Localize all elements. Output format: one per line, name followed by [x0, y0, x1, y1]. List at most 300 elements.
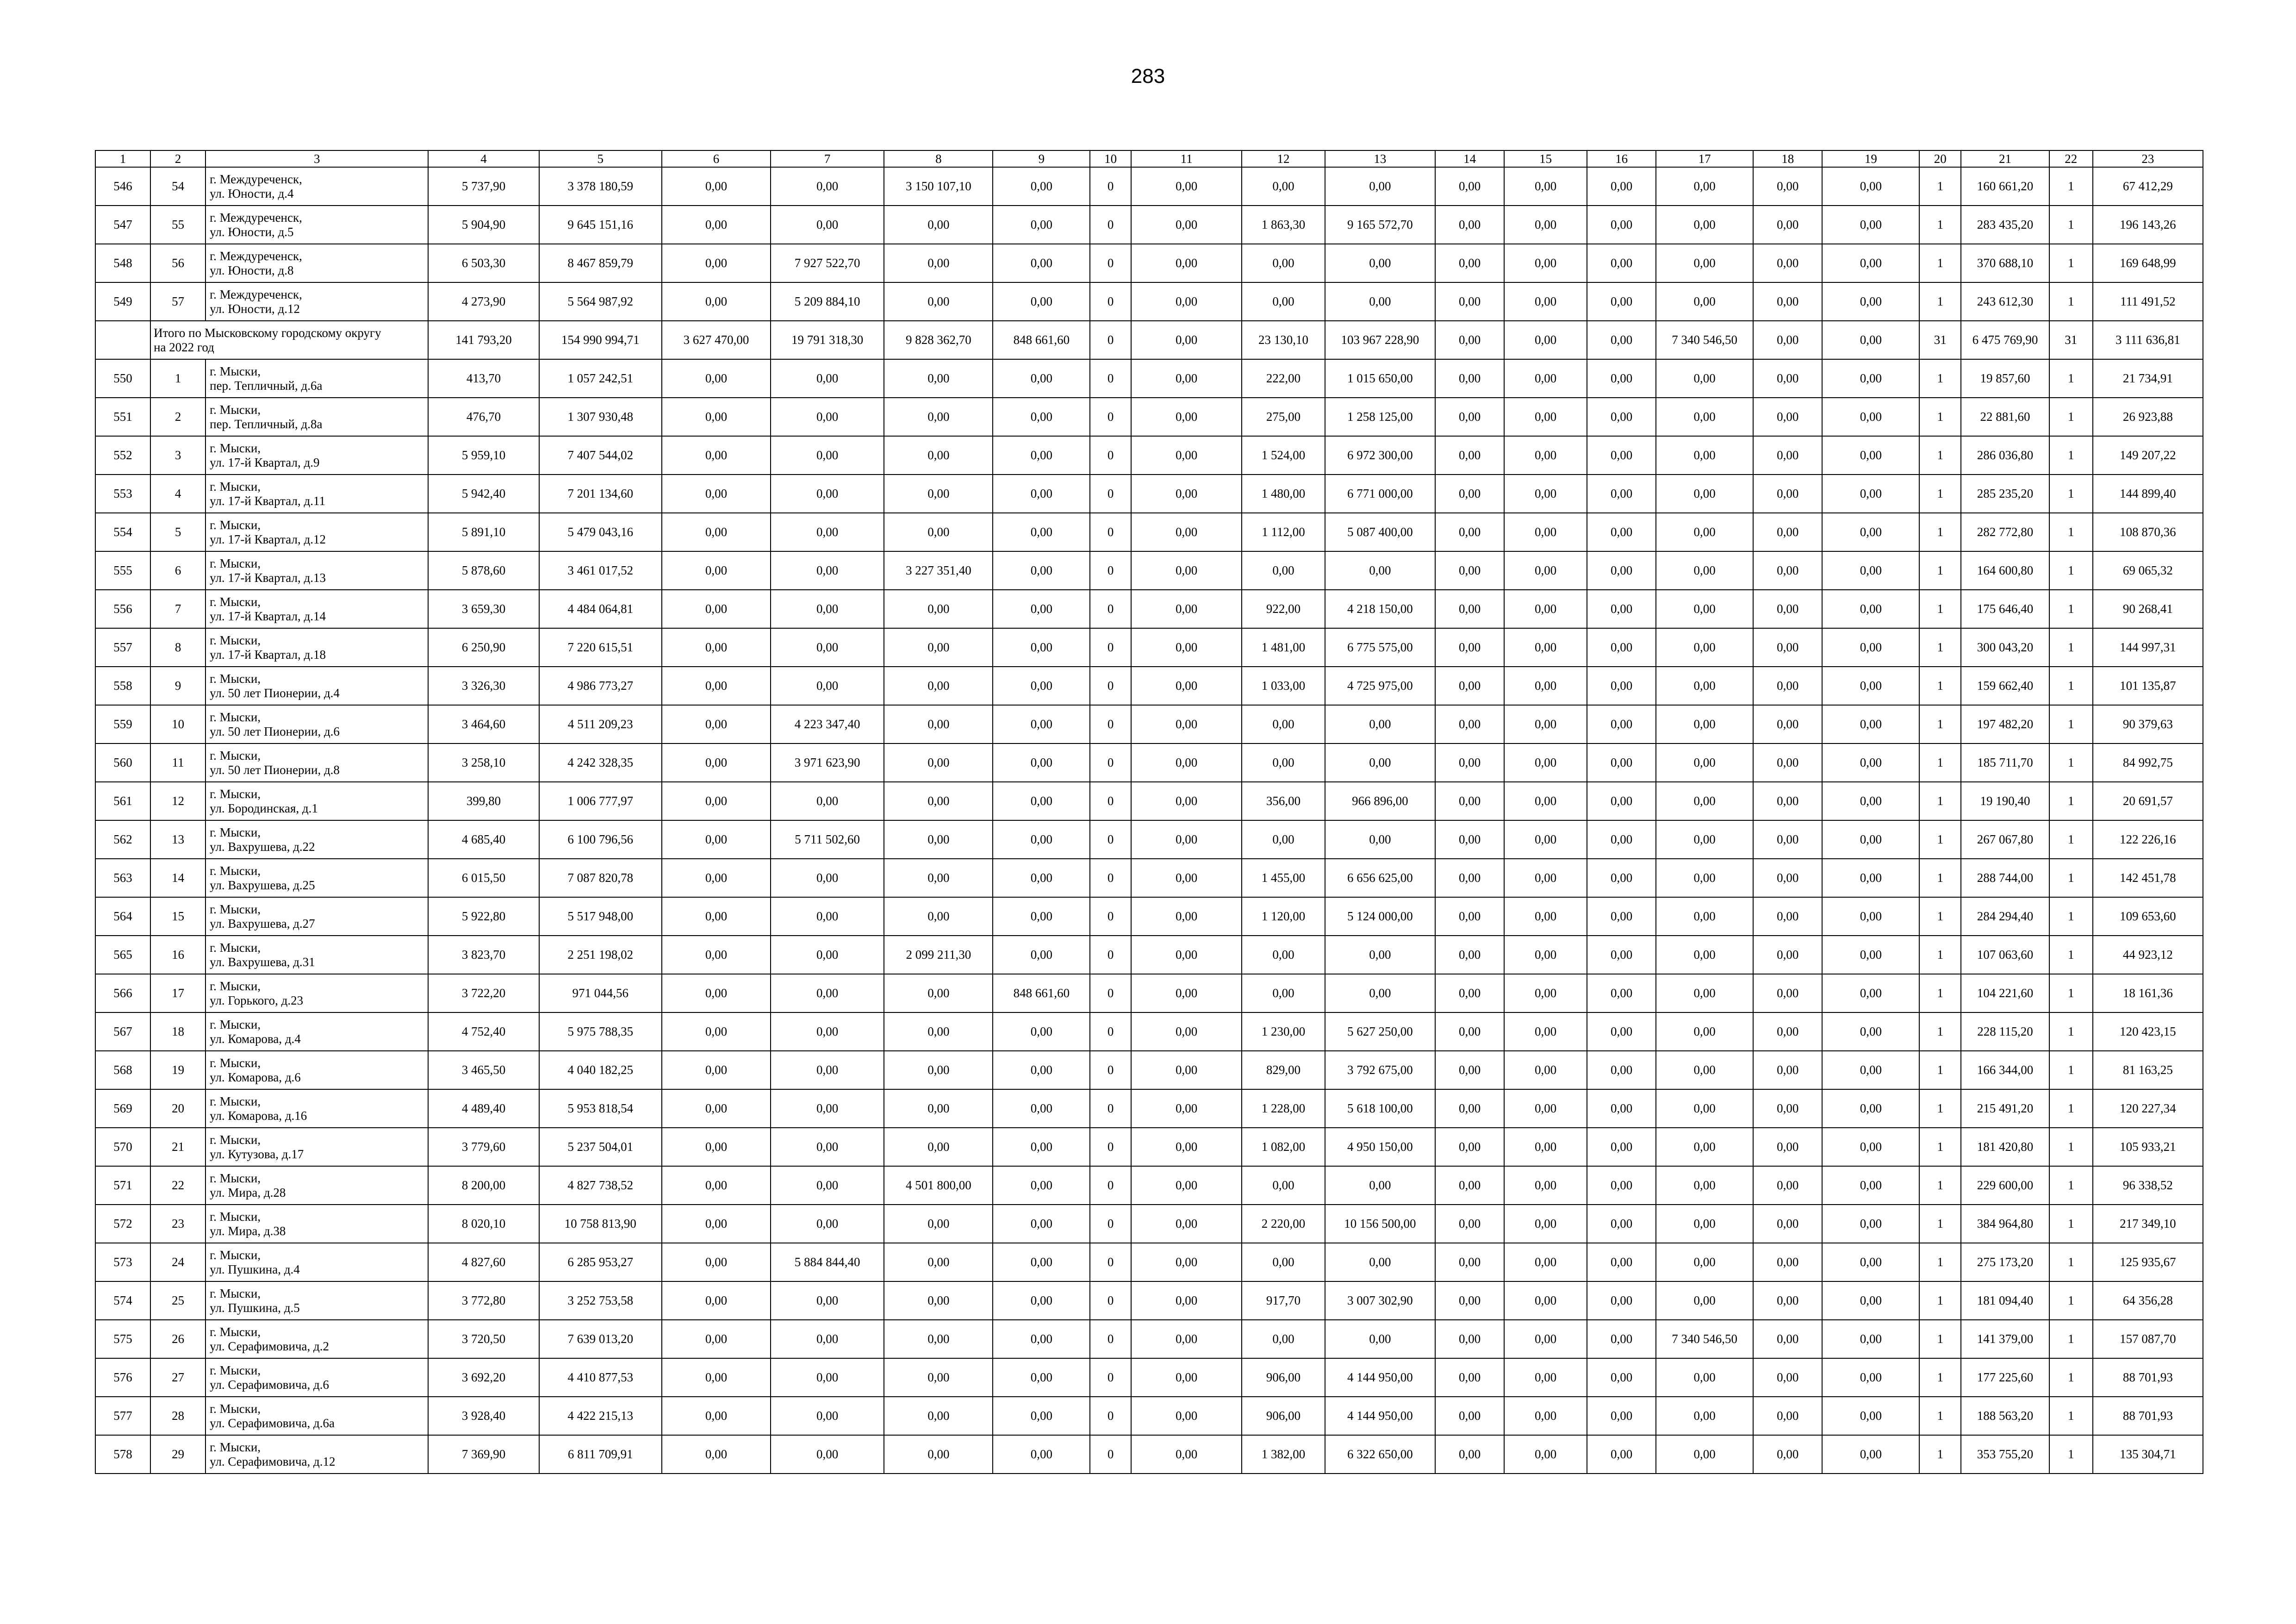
value-cell: 0,00 [1753, 1089, 1822, 1128]
value-cell: 0,00 [1435, 321, 1504, 359]
value-cell: 1 [1919, 743, 1961, 782]
row-number-cell: 551 [95, 398, 150, 436]
value-cell: 0,00 [1656, 282, 1753, 321]
value-cell: 0,00 [1753, 936, 1822, 974]
value-cell: 0,00 [884, 513, 993, 551]
value-cell: 0,00 [1504, 551, 1587, 590]
local-number-cell: 15 [150, 897, 205, 936]
value-cell: 0,00 [1753, 398, 1822, 436]
value-cell: 6 322 650,00 [1325, 1435, 1435, 1474]
value-cell: 0,00 [1242, 244, 1325, 282]
address-street: ул. Пушкина, д.5 [210, 1300, 300, 1315]
header-cell: 16 [1587, 150, 1656, 167]
value-cell: 1 [1919, 705, 1961, 743]
value-cell: 0,00 [1242, 820, 1325, 859]
address-street: ул. 50 лет Пионерии, д.4 [210, 686, 340, 700]
address-cell [205, 551, 428, 590]
address-city: г. Мыски, [210, 1171, 261, 1185]
address-cell [205, 1205, 428, 1243]
row-number-cell: 546 [95, 167, 150, 206]
value-cell: 31 [2049, 321, 2093, 359]
address-city: г. Мыски, [210, 1132, 261, 1147]
value-cell: 966 896,00 [1325, 782, 1435, 820]
value-cell: 0,00 [1587, 206, 1656, 244]
address-street: ул. Комарова, д.6 [210, 1070, 301, 1084]
value-cell: 1 [2049, 936, 2093, 974]
value-cell: 0,00 [1753, 1012, 1822, 1051]
address-street: ул. Серафимовича, д.6 [210, 1377, 329, 1392]
value-cell: 0,00 [1822, 513, 1919, 551]
value-cell: 0,00 [993, 1089, 1090, 1128]
value-cell: 267 067,80 [1961, 820, 2049, 859]
value-cell: 1 [2049, 359, 2093, 398]
row-number-cell: 572 [95, 1205, 150, 1243]
header-cell: 20 [1919, 150, 1961, 167]
value-cell: 283 435,20 [1961, 206, 2049, 244]
value-cell: 90 379,63 [2093, 705, 2203, 743]
row-number-cell: 569 [95, 1089, 150, 1128]
table-row [95, 820, 2203, 859]
value-cell: 0,00 [1242, 743, 1325, 782]
row-number-cell: 576 [95, 1358, 150, 1397]
value-cell: 0,00 [771, 1397, 884, 1435]
value-cell: 0,00 [662, 1358, 771, 1397]
value-cell: 44 923,12 [2093, 936, 2203, 974]
value-cell: 0 [1090, 1089, 1131, 1128]
value-cell: 0 [1090, 743, 1131, 782]
value-cell: 2 099 211,30 [884, 936, 993, 974]
value-cell: 0,00 [662, 1051, 771, 1089]
value-cell: 1 [2049, 590, 2093, 628]
address-city: г. Междуреченск, [210, 210, 302, 225]
value-cell: 0 [1090, 206, 1131, 244]
value-cell: 0,00 [1435, 513, 1504, 551]
value-cell: 5 884 844,40 [771, 1243, 884, 1281]
value-cell: 4 218 150,00 [1325, 590, 1435, 628]
value-cell: 0,00 [1656, 628, 1753, 667]
value-cell: 0,00 [1656, 974, 1753, 1012]
value-cell: 0 [1090, 1051, 1131, 1089]
value-cell: 157 087,70 [2093, 1320, 2203, 1358]
value-cell: 0,00 [1504, 436, 1587, 475]
value-cell: 0,00 [1435, 1358, 1504, 1397]
address-street: ул. Юности, д.4 [210, 186, 294, 200]
value-cell: 3 252 753,58 [539, 1281, 662, 1320]
value-cell: 1 [1919, 551, 1961, 590]
value-cell: 108 870,36 [2093, 513, 2203, 551]
value-cell: 0 [1090, 282, 1131, 321]
value-cell: 0,00 [1822, 1051, 1919, 1089]
value-cell: 101 135,87 [2093, 667, 2203, 705]
value-cell: 0,00 [1435, 1397, 1504, 1435]
value-cell: 160 661,20 [1961, 167, 2049, 206]
address-cell [205, 743, 428, 782]
value-cell: 0,00 [1435, 820, 1504, 859]
value-cell: 275 173,20 [1961, 1243, 2049, 1281]
value-cell: 1 [2049, 1166, 2093, 1205]
address-street: ул. 17-й Квартал, д.18 [210, 647, 326, 662]
value-cell: 922,00 [1242, 590, 1325, 628]
address-city: г. Мыски, [210, 1286, 261, 1300]
value-cell: 5 904,90 [428, 206, 539, 244]
value-cell: 0,00 [771, 974, 884, 1012]
value-cell: 5 737,90 [428, 167, 539, 206]
value-cell: 217 349,10 [2093, 1205, 2203, 1243]
value-cell: 7 201 134,60 [539, 475, 662, 513]
value-cell: 1 [2049, 1128, 2093, 1166]
value-cell: 0,00 [1131, 359, 1242, 398]
value-cell: 196 143,26 [2093, 206, 2203, 244]
value-cell: 1 [2049, 244, 2093, 282]
value-cell: 0,00 [1504, 167, 1587, 206]
value-cell: 1 015 650,00 [1325, 359, 1435, 398]
value-cell: 0,00 [1753, 820, 1822, 859]
address-city: г. Мыски, [210, 1440, 261, 1454]
value-cell: 0,00 [1656, 590, 1753, 628]
header-cell: 21 [1961, 150, 2049, 167]
value-cell: 0,00 [1587, 974, 1656, 1012]
value-cell: 848 661,60 [993, 321, 1090, 359]
value-cell: 0 [1090, 513, 1131, 551]
value-cell: 0,00 [1656, 244, 1753, 282]
value-cell: 0,00 [1587, 359, 1656, 398]
value-cell: 0,00 [1325, 244, 1435, 282]
local-number-cell: 27 [150, 1358, 205, 1397]
value-cell: 4 501 800,00 [884, 1166, 993, 1205]
address-street: ул. 17-й Квартал, д.13 [210, 570, 326, 585]
local-number-cell: 5 [150, 513, 205, 551]
value-cell: 0,00 [1435, 667, 1504, 705]
local-number-cell: 16 [150, 936, 205, 974]
value-cell: 0,00 [1435, 167, 1504, 206]
value-cell: 906,00 [1242, 1358, 1325, 1397]
value-cell: 6 285 953,27 [539, 1243, 662, 1281]
address-city: г. Мыски, [210, 1248, 261, 1262]
value-cell: 0,00 [993, 859, 1090, 897]
value-cell: 0,00 [884, 743, 993, 782]
value-cell: 0,00 [1131, 436, 1242, 475]
value-cell: 1 [2049, 551, 2093, 590]
value-cell: 0,00 [771, 1128, 884, 1166]
row-number-cell: 560 [95, 743, 150, 782]
local-number-cell: 1 [150, 359, 205, 398]
value-cell: 64 356,28 [2093, 1281, 2203, 1320]
value-cell: 23 130,10 [1242, 321, 1325, 359]
value-cell: 1 033,00 [1242, 667, 1325, 705]
value-cell: 0,00 [884, 206, 993, 244]
value-cell: 0,00 [1504, 1166, 1587, 1205]
row-number-cell: 553 [95, 475, 150, 513]
value-cell: 0,00 [1504, 513, 1587, 551]
value-cell: 0,00 [1753, 321, 1822, 359]
value-cell: 120 227,34 [2093, 1089, 2203, 1128]
value-cell: 1 [1919, 667, 1961, 705]
value-cell: 1 [2049, 167, 2093, 206]
value-cell: 5 209 884,10 [771, 282, 884, 321]
value-cell: 31 [1919, 321, 1961, 359]
value-cell: 1 [1919, 859, 1961, 897]
address-city: г. Мыски, [210, 1094, 261, 1108]
value-cell: 185 711,70 [1961, 743, 2049, 782]
value-cell: 0 [1090, 1128, 1131, 1166]
value-cell: 0,00 [662, 551, 771, 590]
value-cell: 0,00 [884, 1358, 993, 1397]
value-cell: 285 235,20 [1961, 475, 2049, 513]
address-city: г. Мыски, [210, 556, 261, 570]
value-cell: 0,00 [1435, 1320, 1504, 1358]
value-cell: 8 020,10 [428, 1205, 539, 1243]
value-cell: 0,00 [1325, 1166, 1435, 1205]
value-cell: 1 258 125,00 [1325, 398, 1435, 436]
address-street: ул. 17-й Квартал, д.9 [210, 455, 320, 469]
table-row [95, 1435, 2203, 1474]
value-cell: 0,00 [1587, 1320, 1656, 1358]
value-cell: 4 986 773,27 [539, 667, 662, 705]
value-cell: 4 144 950,00 [1325, 1397, 1435, 1435]
value-cell: 159 662,40 [1961, 667, 2049, 705]
value-cell: 1 006 777,97 [539, 782, 662, 820]
header-cell: 10 [1090, 150, 1131, 167]
address-city: г. Мыски, [210, 825, 261, 839]
value-cell: 0,00 [771, 897, 884, 936]
row-number-cell: 547 [95, 206, 150, 244]
value-cell: 0,00 [1587, 513, 1656, 551]
value-cell: 0,00 [1131, 1243, 1242, 1281]
address-cell [205, 436, 428, 475]
address-street: пер. Тепличный, д.8а [210, 417, 323, 431]
value-cell: 0,00 [662, 359, 771, 398]
value-cell: 0,00 [1753, 1320, 1822, 1358]
header-cell: 17 [1656, 150, 1753, 167]
value-cell: 67 412,29 [2093, 167, 2203, 206]
address-cell [205, 475, 428, 513]
value-cell: 6 771 000,00 [1325, 475, 1435, 513]
value-cell: 0,00 [1325, 936, 1435, 974]
row-number-cell: 557 [95, 628, 150, 667]
value-cell: 0,00 [1753, 1128, 1822, 1166]
value-cell: 0 [1090, 820, 1131, 859]
address-cell [205, 1128, 428, 1166]
value-cell: 0,00 [1753, 513, 1822, 551]
value-cell: 0,00 [1822, 282, 1919, 321]
value-cell: 0,00 [662, 282, 771, 321]
value-cell: 0,00 [1656, 1089, 1753, 1128]
local-number-cell: 26 [150, 1320, 205, 1358]
value-cell: 0,00 [1325, 820, 1435, 859]
value-cell: 0,00 [1435, 1435, 1504, 1474]
value-cell: 0,00 [1822, 743, 1919, 782]
value-cell: 0,00 [1753, 782, 1822, 820]
value-cell: 0,00 [1753, 1435, 1822, 1474]
address-cell [205, 1320, 428, 1358]
value-cell: 1 [2049, 206, 2093, 244]
address-city: г. Междуреченск, [210, 249, 302, 263]
value-cell: 5 618 100,00 [1325, 1089, 1435, 1128]
value-cell: 1 [1919, 1358, 1961, 1397]
local-number-cell: 6 [150, 551, 205, 590]
value-cell: 7 340 546,50 [1656, 321, 1753, 359]
program-table [95, 150, 2203, 1474]
value-cell: 0,00 [1822, 590, 1919, 628]
value-cell: 0,00 [662, 475, 771, 513]
address-city: г. Мыски, [210, 479, 261, 493]
value-cell: 0,00 [1242, 705, 1325, 743]
header-cell: 22 [2049, 150, 2093, 167]
value-cell: 3 627 470,00 [662, 321, 771, 359]
value-cell: 0,00 [1131, 1205, 1242, 1243]
value-cell: 215 491,20 [1961, 1089, 2049, 1128]
value-cell: 0,00 [1504, 936, 1587, 974]
value-cell: 0,00 [1435, 282, 1504, 321]
value-cell: 906,00 [1242, 1397, 1325, 1435]
local-number-cell: 24 [150, 1243, 205, 1281]
value-cell: 0,00 [1656, 782, 1753, 820]
local-number-cell: 20 [150, 1089, 205, 1128]
value-cell: 0,00 [884, 897, 993, 936]
value-cell: 0,00 [1587, 936, 1656, 974]
value-cell: 0,00 [993, 1051, 1090, 1089]
value-cell: 1 057 242,51 [539, 359, 662, 398]
header-cell: 7 [771, 150, 884, 167]
table-row [95, 1012, 2203, 1051]
value-cell: 0,00 [1435, 936, 1504, 974]
value-cell: 1 [1919, 167, 1961, 206]
value-cell: 1 230,00 [1242, 1012, 1325, 1051]
local-number-cell: 22 [150, 1166, 205, 1205]
address-street: ул. Пушкина, д.4 [210, 1262, 300, 1276]
value-cell: 0,00 [1822, 936, 1919, 974]
value-cell: 0,00 [1656, 1051, 1753, 1089]
table-row [95, 1205, 2203, 1243]
table-row [95, 897, 2203, 936]
value-cell: 7 369,90 [428, 1435, 539, 1474]
address-city: г. Мыски, [210, 710, 261, 724]
value-cell: 9 645 151,16 [539, 206, 662, 244]
value-cell: 1 [2049, 282, 2093, 321]
value-cell: 0,00 [1131, 244, 1242, 282]
value-cell: 0,00 [1504, 206, 1587, 244]
value-cell: 4 242 328,35 [539, 743, 662, 782]
value-cell: 0,00 [1587, 705, 1656, 743]
value-cell: 0,00 [1435, 974, 1504, 1012]
value-cell: 0,00 [884, 859, 993, 897]
table-row [95, 1397, 2203, 1435]
value-cell: 0,00 [1587, 628, 1656, 667]
header-cell: 23 [2093, 150, 2203, 167]
address-cell [205, 244, 428, 282]
value-cell: 5 237 504,01 [539, 1128, 662, 1166]
value-cell: 0 [1090, 551, 1131, 590]
value-cell: 0,00 [1753, 1051, 1822, 1089]
value-cell: 0 [1090, 1435, 1131, 1474]
value-cell: 4 410 877,53 [539, 1358, 662, 1397]
value-cell: 0,00 [662, 1320, 771, 1358]
value-cell: 19 190,40 [1961, 782, 2049, 820]
value-cell: 0,00 [884, 705, 993, 743]
table-row [95, 1281, 2203, 1320]
row-number-cell: 575 [95, 1320, 150, 1358]
value-cell: 0,00 [1656, 475, 1753, 513]
value-cell: 0 [1090, 1397, 1131, 1435]
value-cell: 1 [1919, 1166, 1961, 1205]
value-cell: 0,00 [1656, 513, 1753, 551]
table-row [95, 1128, 2203, 1166]
address-city: г. Мыски, [210, 671, 261, 686]
value-cell: 0,00 [1587, 1281, 1656, 1320]
header-cell: 11 [1131, 150, 1242, 167]
value-cell: 3 659,30 [428, 590, 539, 628]
table-row [95, 859, 2203, 897]
value-cell: 0,00 [1822, 974, 1919, 1012]
value-cell: 3 465,50 [428, 1051, 539, 1089]
value-cell: 5 942,40 [428, 475, 539, 513]
value-cell: 22 881,60 [1961, 398, 2049, 436]
value-cell: 0,00 [1325, 1243, 1435, 1281]
value-cell: 0,00 [662, 859, 771, 897]
value-cell: 0,00 [993, 1012, 1090, 1051]
value-cell: 1 [2049, 1089, 2093, 1128]
value-cell: 0,00 [1435, 1281, 1504, 1320]
value-cell: 0,00 [993, 1243, 1090, 1281]
value-cell: 88 701,93 [2093, 1358, 2203, 1397]
value-cell: 0,00 [1504, 743, 1587, 782]
value-cell: 0,00 [1325, 282, 1435, 321]
value-cell: 103 967 228,90 [1325, 321, 1435, 359]
row-number-cell: 552 [95, 436, 150, 475]
value-cell: 4 144 950,00 [1325, 1358, 1435, 1397]
value-cell: 0,00 [1587, 1397, 1656, 1435]
value-cell: 0,00 [771, 628, 884, 667]
table-row [95, 282, 2203, 321]
value-cell: 0,00 [1753, 244, 1822, 282]
address-street: ул. Юности, д.12 [210, 301, 300, 316]
value-cell: 228 115,20 [1961, 1012, 2049, 1051]
value-cell: 0,00 [1435, 475, 1504, 513]
value-cell: 0,00 [771, 359, 884, 398]
value-cell: 1 [2049, 398, 2093, 436]
value-cell: 0,00 [1587, 859, 1656, 897]
value-cell: 109 653,60 [2093, 897, 2203, 936]
value-cell: 0 [1090, 321, 1131, 359]
address-street: ул. Мира, д.38 [210, 1224, 286, 1238]
value-cell: 1 [1919, 782, 1961, 820]
value-cell: 0,00 [993, 475, 1090, 513]
value-cell: 164 600,80 [1961, 551, 2049, 590]
value-cell: 10 758 813,90 [539, 1205, 662, 1243]
address-cell [205, 936, 428, 974]
value-cell: 0,00 [993, 513, 1090, 551]
value-cell: 0,00 [1131, 1089, 1242, 1128]
value-cell: 0,00 [993, 820, 1090, 859]
value-cell: 0,00 [1587, 436, 1656, 475]
value-cell: 0,00 [1753, 897, 1822, 936]
value-cell: 0,00 [993, 282, 1090, 321]
value-cell: 0,00 [1753, 551, 1822, 590]
value-cell: 0,00 [1587, 167, 1656, 206]
value-cell: 0,00 [662, 1012, 771, 1051]
value-cell: 3 823,70 [428, 936, 539, 974]
address-street: ул. 17-й Квартал, д.11 [210, 493, 325, 508]
value-cell: 0 [1090, 705, 1131, 743]
value-cell: 3 464,60 [428, 705, 539, 743]
value-cell: 0,00 [993, 705, 1090, 743]
value-cell: 1 455,00 [1242, 859, 1325, 897]
value-cell: 0,00 [662, 1089, 771, 1128]
value-cell: 1 [1919, 1089, 1961, 1128]
address-city: г. Междуреченск, [210, 172, 302, 186]
value-cell: 0,00 [1504, 475, 1587, 513]
value-cell: 1 120,00 [1242, 897, 1325, 936]
